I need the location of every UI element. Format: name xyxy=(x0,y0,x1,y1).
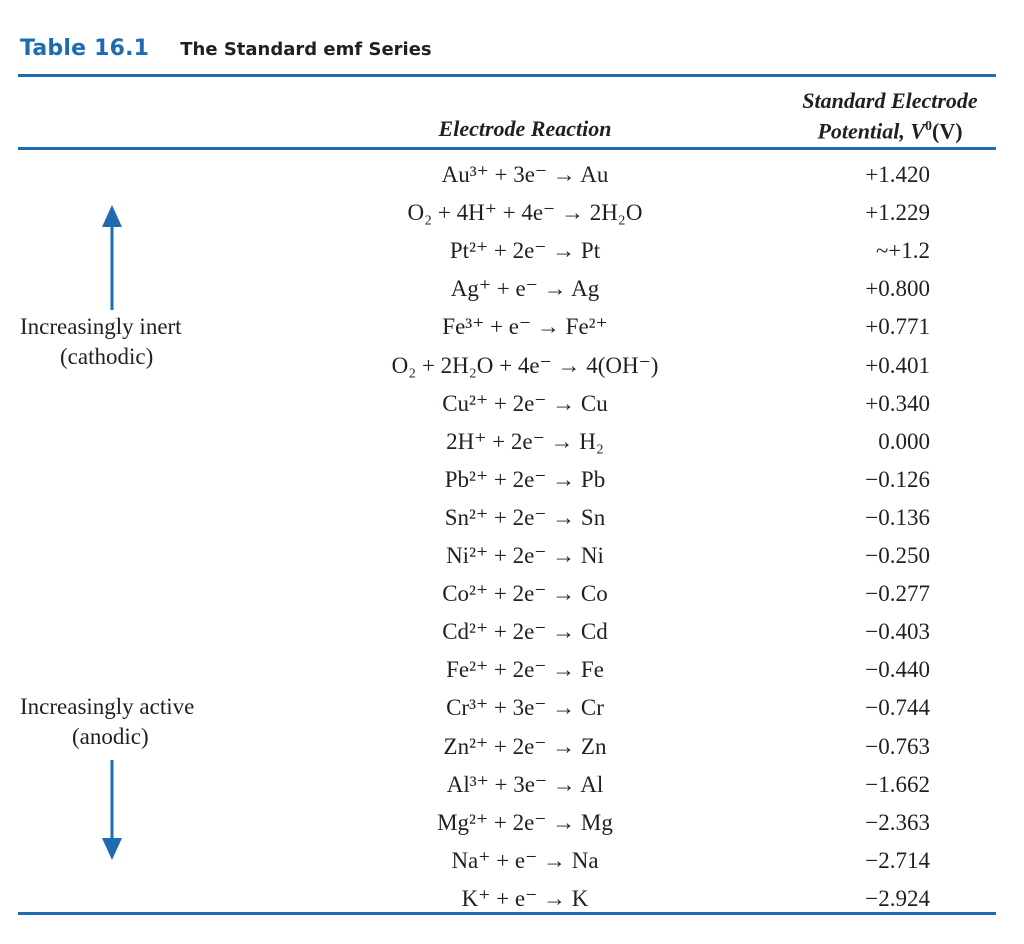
potential-cell: −0.250 xyxy=(865,543,930,568)
potential-cell: −0.277 xyxy=(865,581,930,607)
potential-cell: −0.744 xyxy=(865,695,930,721)
reaction-cell: K⁺ + e⁻ → K xyxy=(461,885,589,911)
potential-cell: +0.401 xyxy=(865,352,930,378)
table-number: Table 16.1 xyxy=(20,36,150,61)
reaction-cell: Cd²⁺ + 2e⁻ → Cd xyxy=(442,619,608,645)
potential-cell: −0.440 xyxy=(865,657,930,683)
reaction-cell: Mg²⁺ + 2e⁻ → Mg xyxy=(437,809,613,835)
reaction-cell: Ni²⁺ + 2e⁻ → Ni xyxy=(446,543,604,568)
reaction-cell: Al³⁺ + 3e⁻ → Al xyxy=(446,771,604,797)
header-rule xyxy=(18,147,996,150)
reaction-cell: 2H⁺ + 2e⁻ → H₂ xyxy=(446,428,604,454)
reaction-cell: Na⁺ + e⁻ → Na xyxy=(451,847,599,873)
arrow-up-icon xyxy=(100,205,124,310)
inert-label-line2: (cathodic) xyxy=(60,344,154,369)
potential-cell: 0.000 xyxy=(878,428,930,454)
potential-cell: −2.363 xyxy=(865,809,930,835)
arrow-down-icon xyxy=(100,760,124,860)
potential-cell: −1.662 xyxy=(865,771,930,797)
reaction-cell: Pb²⁺ + 2e⁻ → Pb xyxy=(444,466,606,492)
potential-cell: +0.340 xyxy=(865,390,930,416)
potential-cell: −0.763 xyxy=(865,733,930,759)
potential-cell: −2.924 xyxy=(865,885,930,911)
potential-cell: +1.420 xyxy=(865,162,930,187)
table-caption xyxy=(20,36,432,61)
potential-cell: −0.126 xyxy=(865,466,930,492)
reaction-cell: Fe²⁺ + 2e⁻ → Fe xyxy=(446,657,604,683)
reaction-cell: Ag⁺ + e⁻ → Ag xyxy=(450,276,600,302)
header-standard-potential xyxy=(770,88,1010,144)
potential-cell: ~+1.2 xyxy=(875,238,930,264)
potential-cell: +0.771 xyxy=(865,314,930,340)
bottom-rule xyxy=(18,912,996,915)
header-potential-unit: (V) xyxy=(932,118,963,144)
reaction-cell: Sn²⁺ + 2e⁻ → Sn xyxy=(444,504,606,530)
side-label-inert xyxy=(20,312,220,372)
potential-cell: −0.403 xyxy=(865,619,930,645)
reaction-cell: Cu²⁺ + 2e⁻ → Cu xyxy=(442,390,608,416)
header-potential-symbol: V xyxy=(910,118,926,144)
header-potential-sup: 0 xyxy=(925,119,933,134)
inert-label-line1: Increasingly inert xyxy=(20,314,182,339)
reaction-cell: O₂ + 4H⁺ + 4e⁻ → 2H₂O xyxy=(407,200,643,226)
reaction-cell: O₂ + 2H₂O + 4e⁻ → 4(OH⁻) xyxy=(391,352,659,378)
top-rule xyxy=(18,74,996,77)
reaction-cell: Zn²⁺ + 2e⁻ → Zn xyxy=(443,733,607,759)
reaction-cell: Cr³⁺ + 3e⁻ → Cr xyxy=(446,695,604,721)
table-title: The Standard emf Series xyxy=(180,39,432,60)
reaction-cell: Fe³⁺ + e⁻ → Fe²⁺ xyxy=(442,314,608,340)
reaction-cell: Co²⁺ + 2e⁻ → Co xyxy=(442,581,608,607)
header-potential-line2 xyxy=(770,114,1010,144)
reaction-cell: Pt²⁺ + 2e⁻ → Pt xyxy=(449,238,601,264)
potential-cell: −2.714 xyxy=(865,847,930,873)
active-label-line1: Increasingly active xyxy=(20,694,195,719)
potential-cell: +1.229 xyxy=(865,200,930,226)
potential-cell: +0.800 xyxy=(865,276,930,302)
potential-cell: −0.136 xyxy=(865,504,930,530)
reaction-cell: Au³⁺ + 3e⁻ → Au xyxy=(441,162,609,187)
side-label-active xyxy=(20,692,220,752)
header-potential-line1: Standard Electrode xyxy=(802,88,978,113)
header-potential-prefix: Potential, xyxy=(817,118,911,144)
header-electrode-reaction: Electrode Reaction xyxy=(438,116,612,141)
active-label-line2: (anodic) xyxy=(72,724,149,749)
